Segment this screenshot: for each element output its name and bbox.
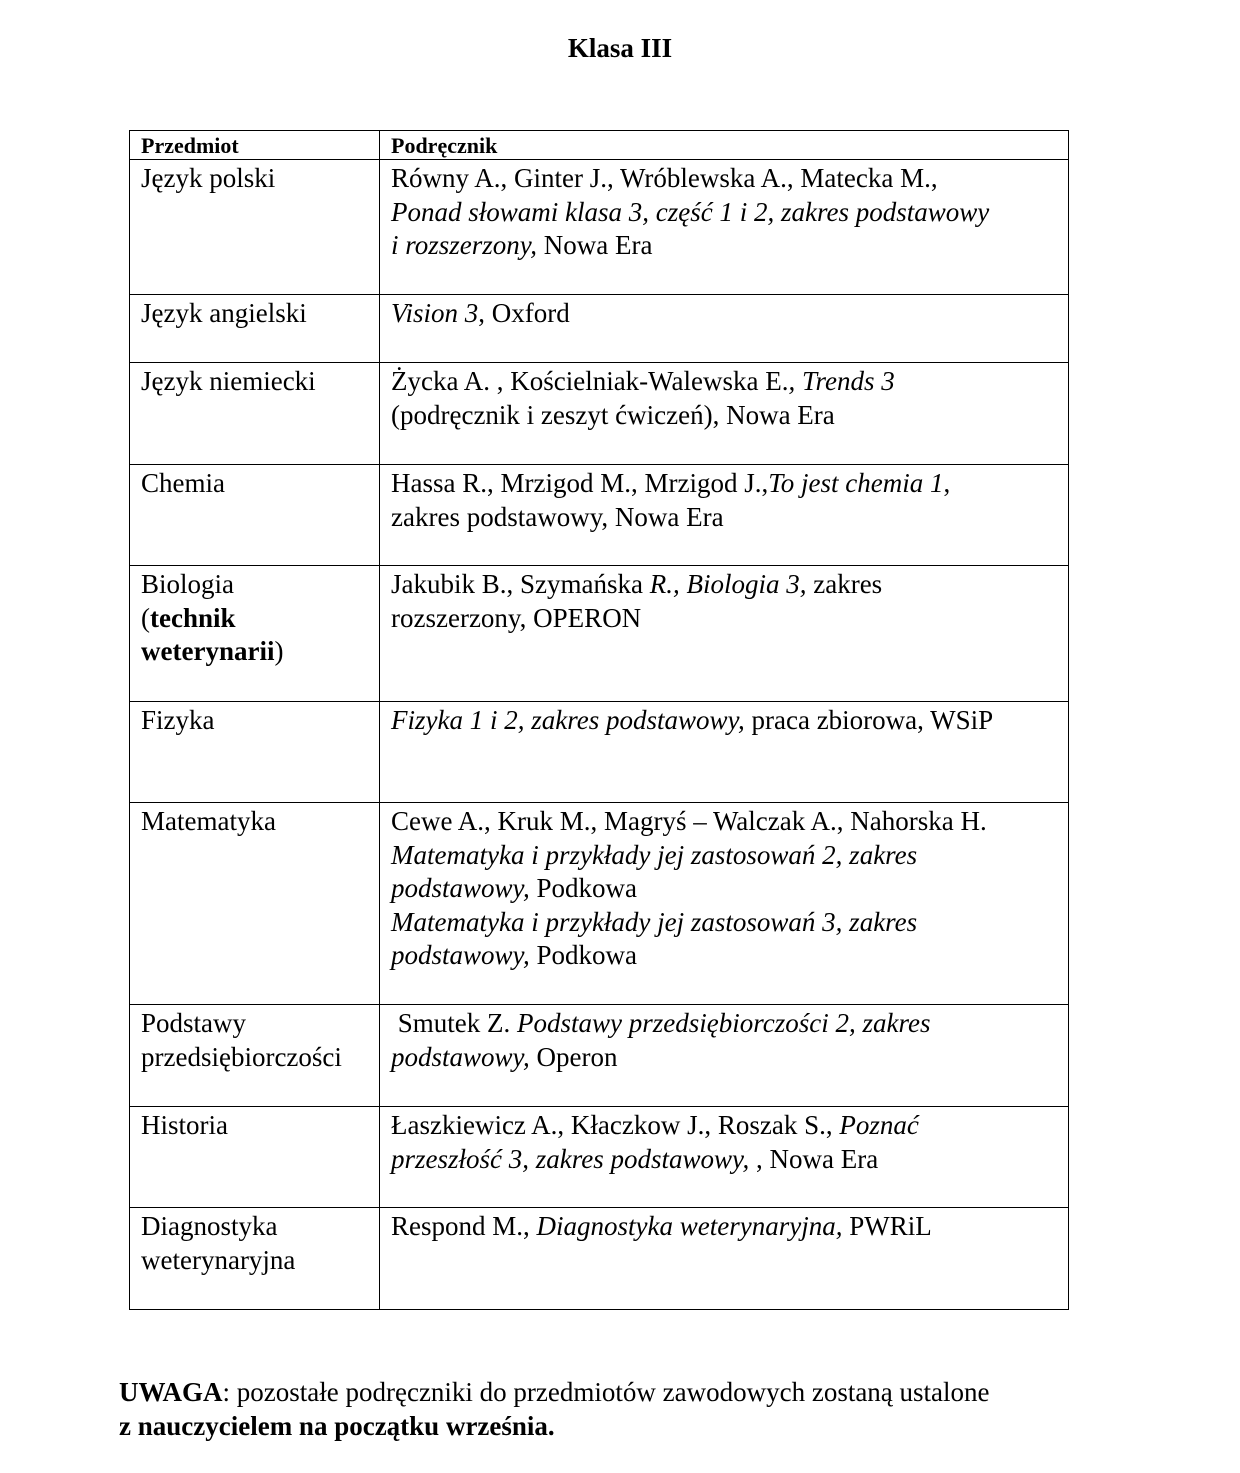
text: Operon	[529, 1041, 618, 1072]
subject-cell	[130, 1005, 380, 1107]
subject-cell: Fizyka	[130, 702, 380, 803]
text: Podstawy	[141, 1008, 247, 1038]
textbook-cell	[380, 1005, 1069, 1107]
text: )	[274, 636, 284, 666]
text: PWRiL	[842, 1211, 932, 1241]
subject-cell: Historia	[130, 1107, 380, 1208]
table-row	[130, 465, 1069, 566]
text: , Oxford	[478, 298, 570, 328]
note-text: : pozostałe podręczniki do przedmiotów zawodowych zostaną ustalone	[222, 1377, 990, 1407]
subject-cell	[130, 1208, 380, 1310]
book-title: Vision 3	[391, 298, 479, 328]
table-row	[130, 803, 1069, 1005]
text: Łaszkiewicz A., Kłaczkow J., Roszak S.,	[391, 1110, 840, 1140]
textbook-table	[129, 130, 1069, 1310]
text: Jakubik B., Szymańska	[391, 569, 650, 599]
text: praca zbiorowa, WSiP	[744, 705, 994, 735]
textbook-cell	[380, 702, 1069, 803]
textbook-cell	[380, 295, 1069, 363]
table-row	[130, 702, 1069, 803]
text: rozszerzony, OPERON	[391, 602, 642, 633]
page-title: Klasa III	[567, 33, 673, 63]
textbook-cell	[380, 465, 1069, 566]
book-title: R., Biologia 3,	[649, 569, 807, 599]
text: Równy A., Ginter J., Wróblewska A., Matecka M.,	[391, 163, 938, 193]
book-title: Ponad słowami klasa 3, część 1 i 2, zakres podstawowy	[391, 196, 990, 227]
text: zakres	[806, 569, 883, 599]
textbook-cell	[380, 160, 1069, 295]
table-row	[130, 1107, 1069, 1208]
textbook-cell	[380, 363, 1069, 465]
text: Nowa Era	[537, 230, 653, 260]
text: (	[141, 602, 150, 633]
table-row	[130, 363, 1069, 465]
text: Respond M.,	[391, 1211, 537, 1241]
note-line2: z nauczycielem na początku września.	[119, 1411, 555, 1441]
text: Podkowa	[529, 940, 638, 970]
text: przedsiębiorczości	[141, 1041, 342, 1072]
book-title: Diagnostyka weterynaryjna,	[536, 1211, 843, 1241]
note	[119, 1375, 1119, 1443]
text: , Nowa Era	[749, 1143, 879, 1174]
text: weterynarii	[141, 636, 275, 666]
text: Hassa R., Mrzigod M., Mrzigod J.,	[391, 468, 769, 498]
table-row	[130, 160, 1069, 295]
book-title: podstawowy,	[391, 940, 530, 970]
note-label: UWAGA	[119, 1377, 223, 1407]
subject-cell: Język angielski	[130, 295, 380, 363]
subject-cell: Matematyka	[130, 803, 380, 1005]
book-title: Podstawy przedsiębiorczości 2, zakres	[517, 1008, 931, 1038]
subject-cell	[130, 566, 380, 702]
text: Podkowa	[529, 873, 638, 903]
book-title: i rozszerzony,	[391, 230, 538, 260]
book-title: podstawowy,	[391, 1041, 530, 1072]
subject-cell: Język polski	[130, 160, 380, 295]
text: zakres podstawowy, Nowa Era	[391, 501, 724, 532]
book-title: Matematyka i przykłady jej zastosowań 3, zakres	[391, 906, 918, 937]
table-header-row	[130, 131, 1069, 160]
text: ,	[943, 468, 951, 498]
book-title: podstawowy,	[391, 873, 530, 903]
textbook-cell	[380, 566, 1069, 702]
book-title: Fizyka 1 i 2	[391, 705, 518, 735]
book-title: , zakres podstawowy,	[517, 705, 745, 735]
table-row	[130, 1005, 1069, 1107]
book-title: Poznać	[839, 1110, 919, 1140]
text: technik	[150, 602, 236, 633]
table-row	[130, 295, 1069, 363]
text: Smutek Z.	[391, 1008, 517, 1038]
textbook-cell	[380, 1107, 1069, 1208]
table-row	[130, 1208, 1069, 1310]
text: Cewe A., Kruk M., Magryś – Walczak A., Nahorska H.	[391, 806, 987, 836]
textbook-cell	[380, 803, 1069, 1005]
subject-cell: Chemia	[130, 465, 380, 566]
textbook-cell	[380, 1208, 1069, 1310]
subject-cell: Język niemiecki	[130, 363, 380, 465]
table-row	[130, 566, 1069, 702]
text: (podręcznik i zeszyt ćwiczeń), Nowa Era	[391, 399, 835, 430]
book-title: To jest chemia 1	[768, 468, 944, 498]
header-textbook: Podręcznik	[380, 131, 1069, 160]
text: Diagnostyka	[141, 1211, 278, 1241]
text: weterynaryjna	[141, 1244, 296, 1275]
book-title: przeszłość 3, zakres podstawowy,	[391, 1143, 750, 1174]
book-title: Matematyka i przykłady jej zastosowań 2, zakres	[391, 839, 918, 870]
text: Życka A. , Kościelniak-Walewska E.	[391, 366, 789, 396]
book-title: , Trends 3	[788, 366, 895, 396]
header-subject: Przedmiot	[130, 131, 380, 160]
text: Biologia	[141, 569, 234, 599]
